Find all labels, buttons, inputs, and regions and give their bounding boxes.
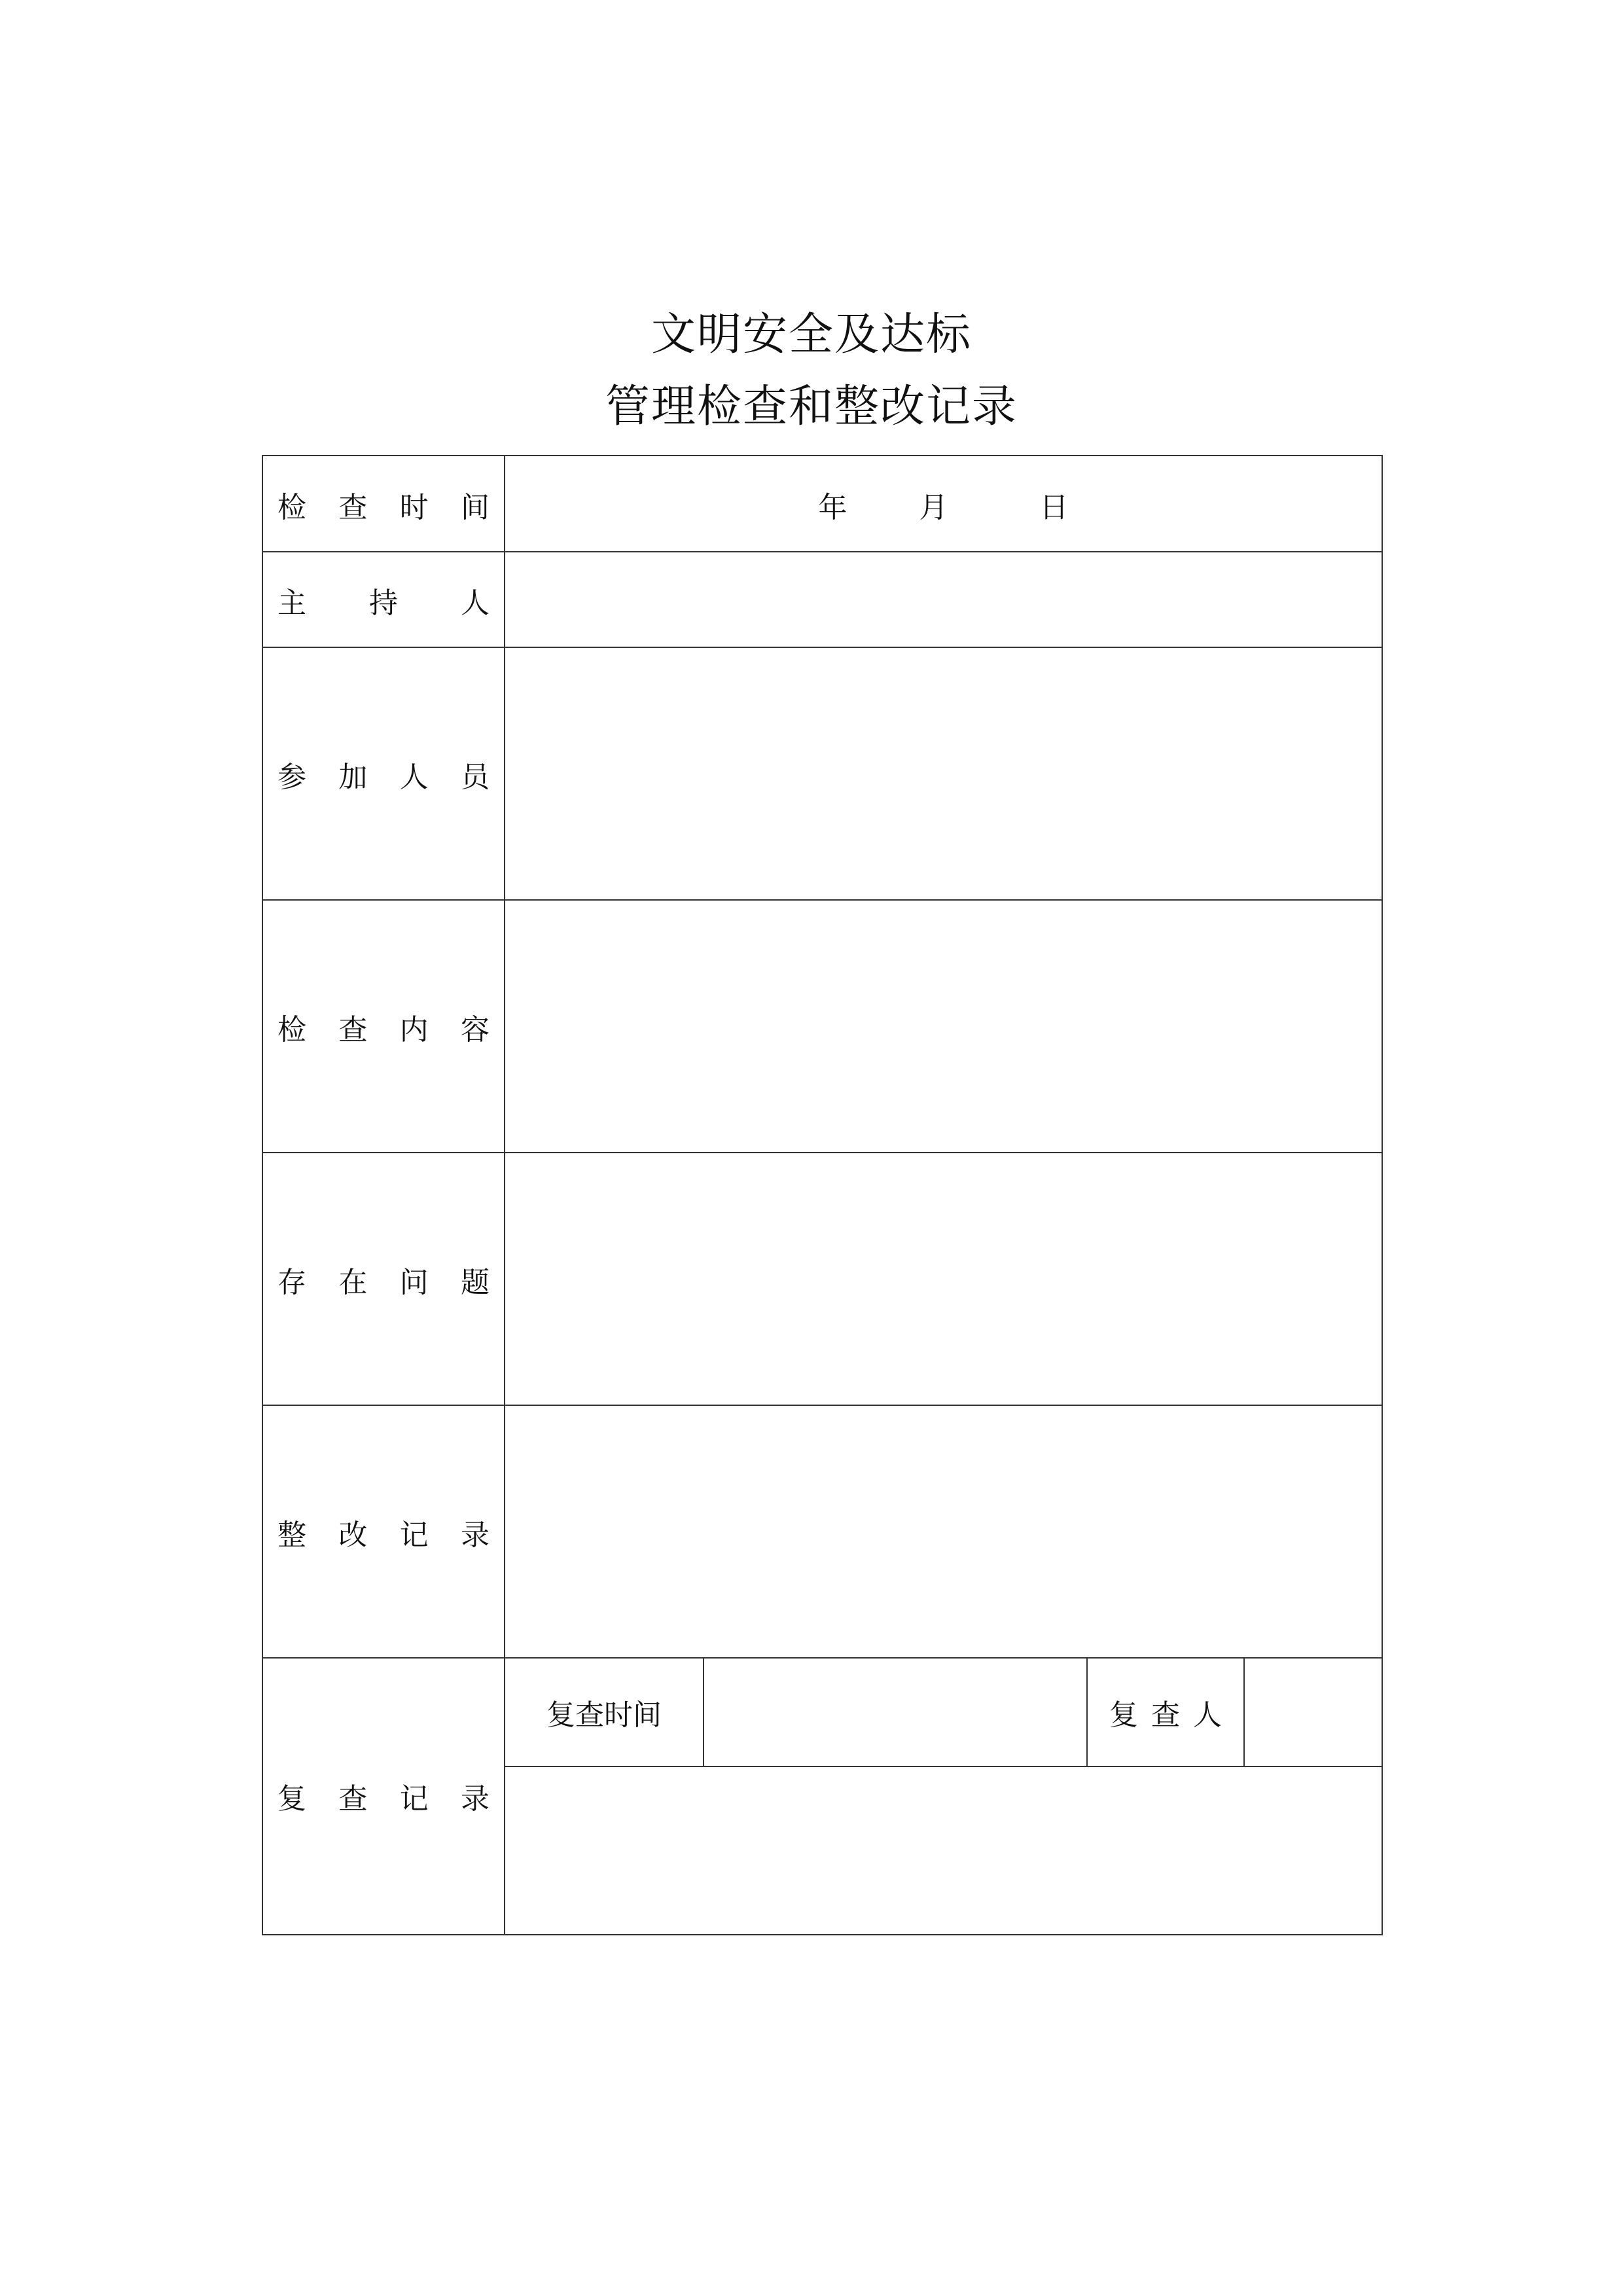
problems-label: 存 在 问 题	[277, 1265, 490, 1299]
day-label: 日	[1039, 490, 1069, 524]
check-time-date-field[interactable]	[505, 456, 1382, 552]
recheck-label: 复 查 记 录	[277, 1782, 490, 1816]
check-content-label: 检 查 内 容	[277, 1013, 490, 1047]
document-title-line-2: 管理检查和整改记录	[605, 381, 1018, 433]
recheck-subcol-divider	[703, 1657, 704, 1767]
rectification-label: 整 改 记 录	[277, 1518, 490, 1552]
year-label: 年	[818, 490, 847, 524]
participants-label: 参 加 人 员	[277, 760, 490, 794]
inspection-form-table	[262, 455, 1383, 1935]
host-label: 主 持 人	[277, 586, 490, 620]
recheck-time-label: 复查时间	[546, 1698, 662, 1732]
document-title-line-1: 文明安全及达标	[651, 309, 972, 361]
month-label: 月	[919, 490, 948, 524]
rechecker-label: 复 查 人	[1109, 1698, 1222, 1732]
check-time-label: 检 查 时 间	[277, 490, 490, 524]
recheck-subcol-divider	[1243, 1657, 1245, 1767]
